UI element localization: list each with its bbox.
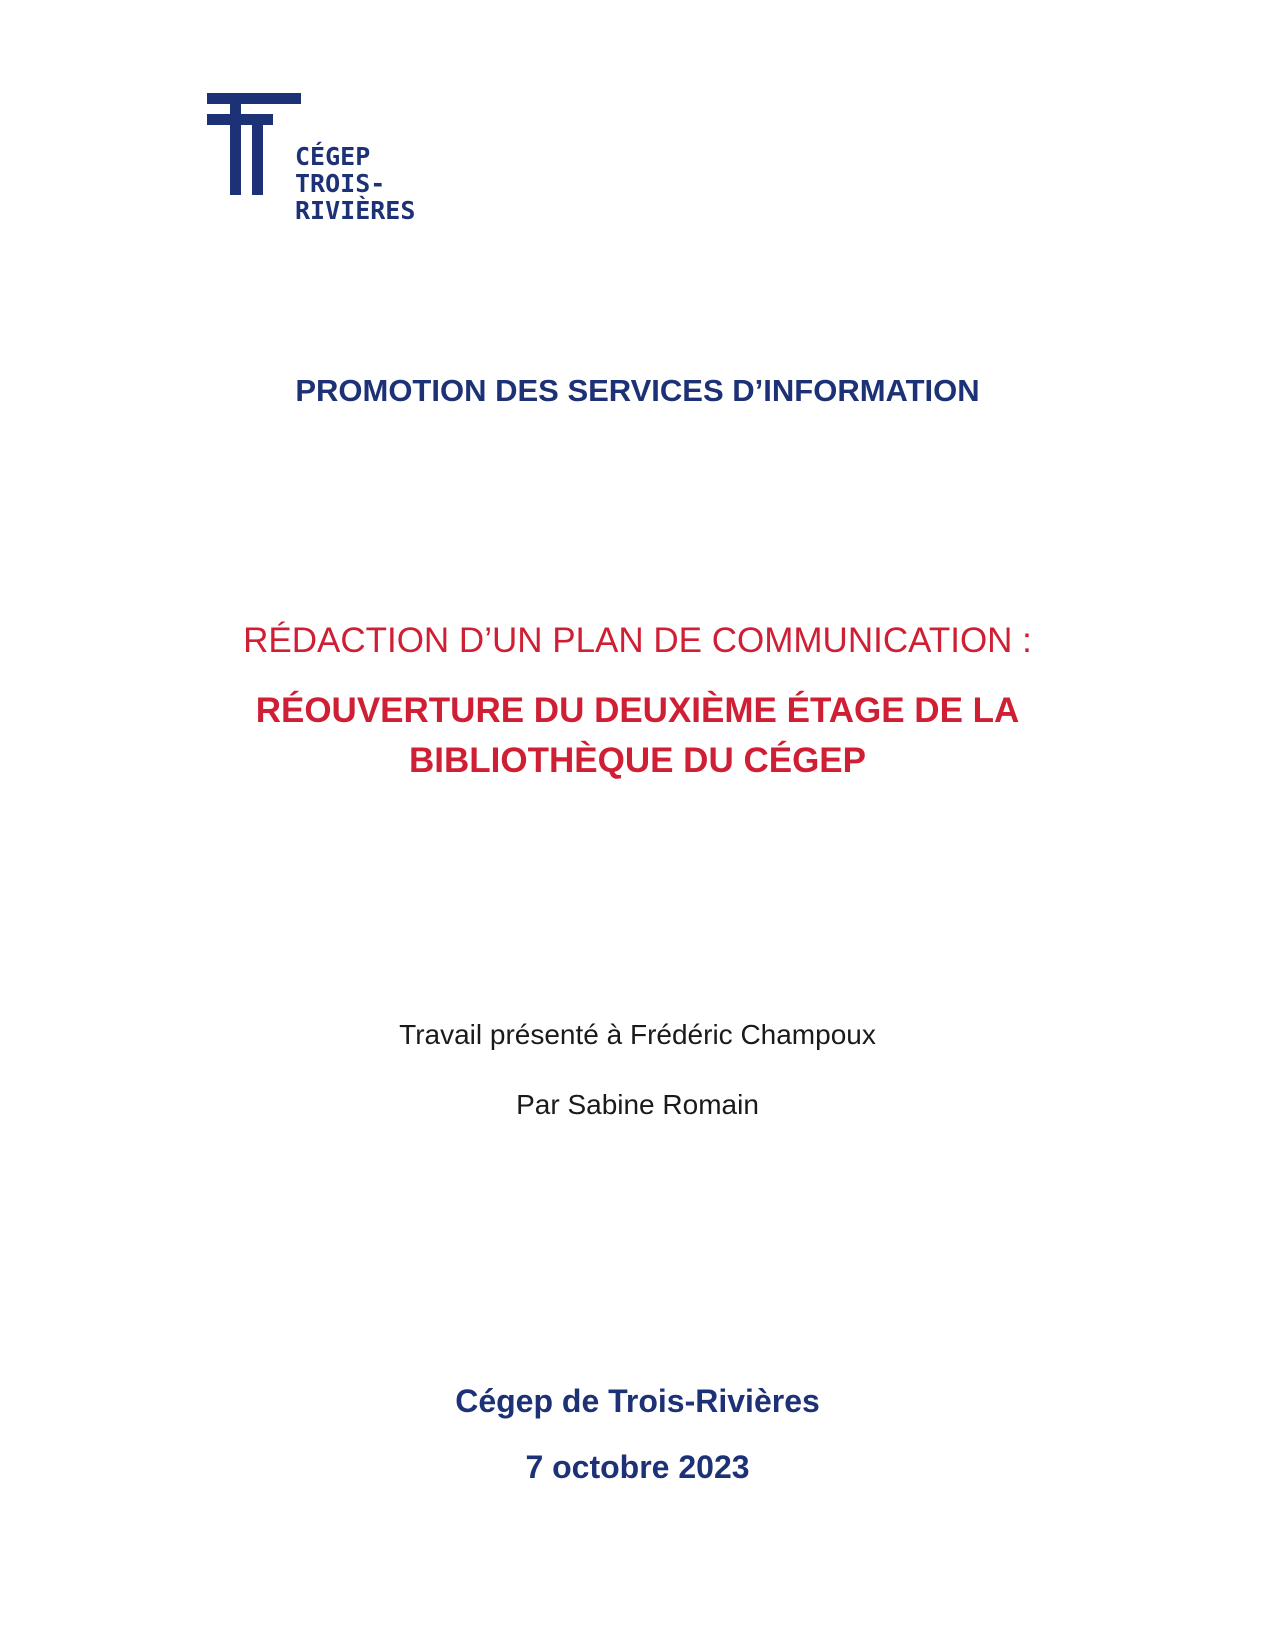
logo-line-2: TROIS- <box>295 169 386 198</box>
subtitle: RÉDACTION D’UN PLAN DE COMMUNICATION : <box>243 621 1032 660</box>
main-title-line-1: RÉOUVERTURE DU DEUXIÈME ÉTAGE DE LA <box>255 691 1020 730</box>
main-title-line-2: BIBLIOTHÈQUE DU CÉGEP <box>409 741 866 780</box>
logo-wordmark <box>295 143 415 224</box>
cegep-logo <box>207 93 427 233</box>
logo-line-3: RIVIÈRES <box>295 196 416 225</box>
logo-line-1: CÉGEP <box>295 142 371 171</box>
date: 7 octobre 2023 <box>525 1449 750 1485</box>
course-title: PROMOTION DES SERVICES D’INFORMATION <box>295 373 980 408</box>
presented-to: Travail présenté à Frédéric Champoux <box>399 1019 876 1050</box>
cegep-t-logo-icon <box>207 93 307 198</box>
institution: Cégep de Trois-Rivières <box>455 1383 820 1419</box>
main-title <box>0 686 1275 786</box>
author: Par Sabine Romain <box>516 1089 759 1120</box>
